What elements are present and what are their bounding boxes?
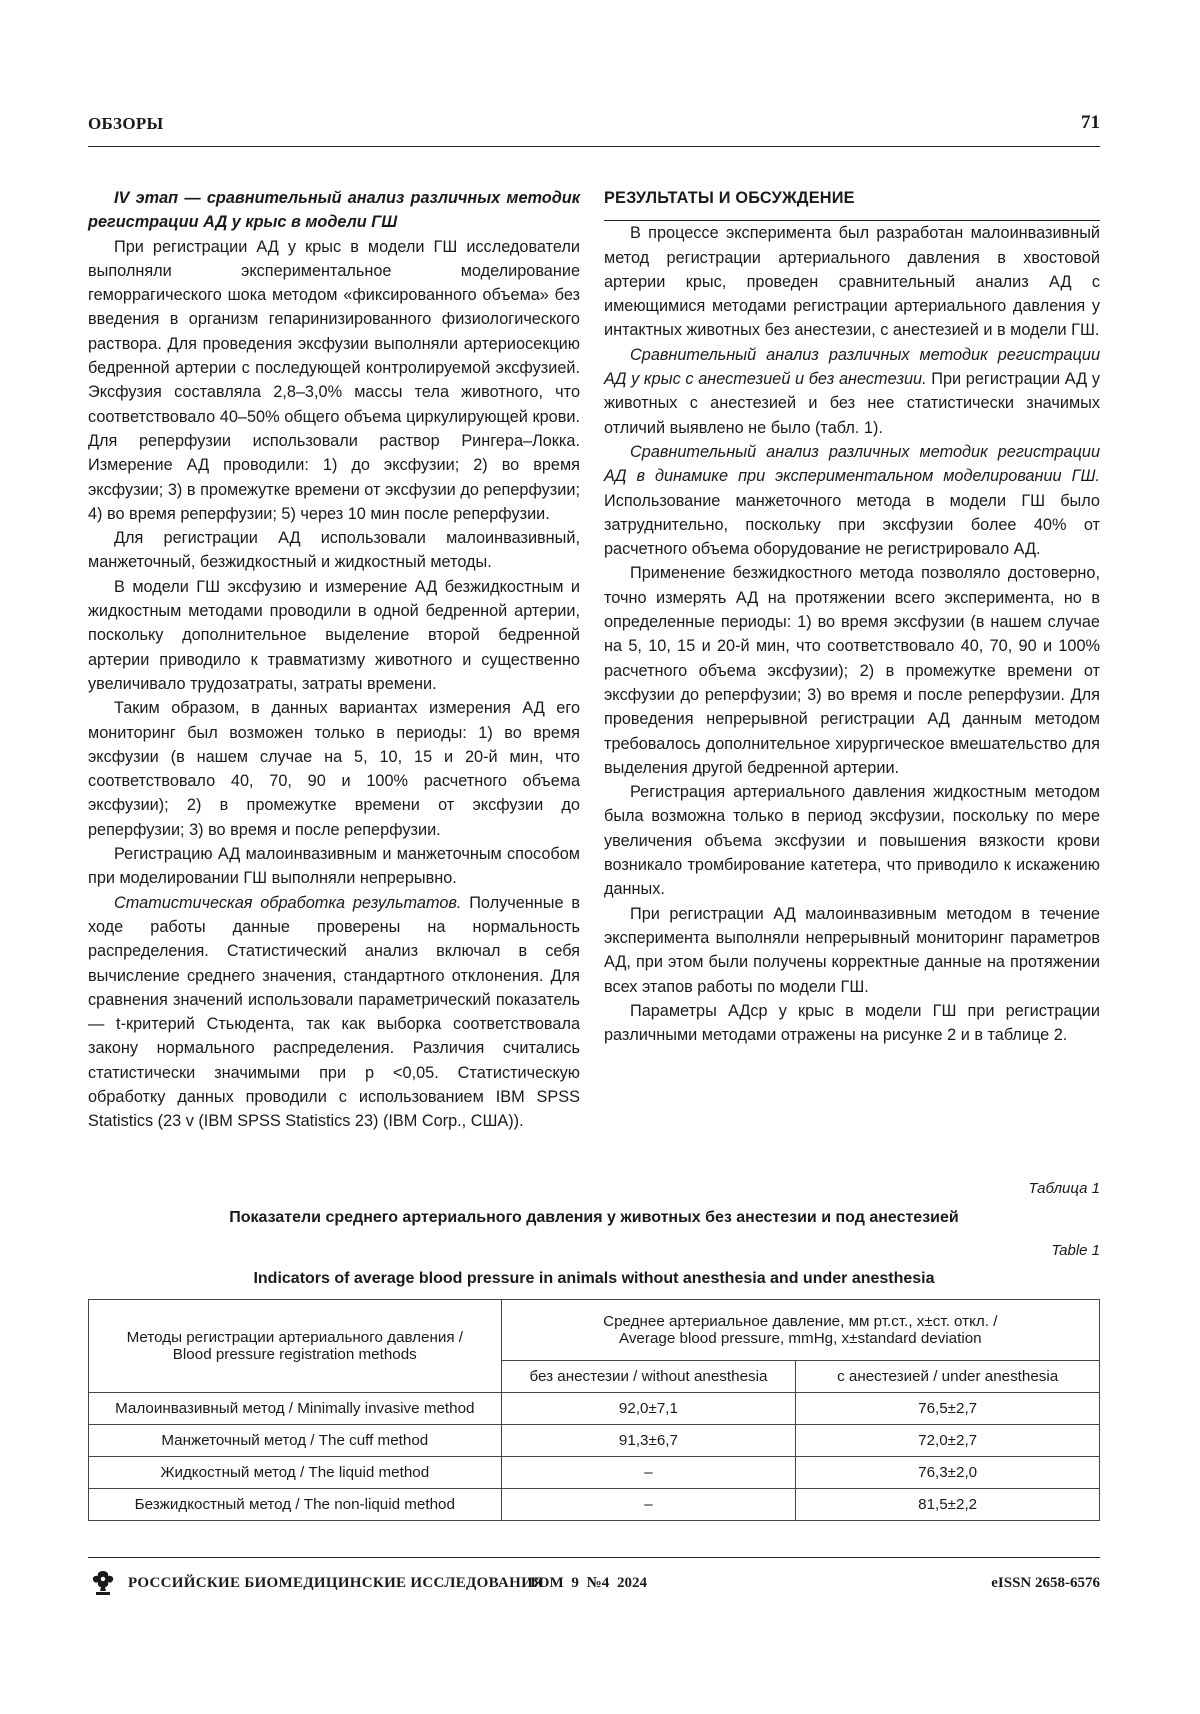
method-cell: Малоинвазивный метод / Minimally invasive method [89, 1393, 502, 1425]
journal-issue: ТОМ 9 №4 2024 [528, 1575, 647, 1591]
paragraph: В модели ГШ эксфузию и измерение АД безжидкостным и жидкостным методами проводили в одной бедренной артерии, поскольку дополнительное выделение второй бедренной артерии приводило к травматизму животного и существенно увеличивало трудозатраты, затраты времени. [88, 577, 580, 693]
paragraph: Для регистрации АД использовали малоинвазивный, манжеточный, безжидкостный и жидкостный методы. [88, 529, 580, 572]
header-line: Average blood pressure, mmHg, x±standard deviation [618, 1330, 982, 1347]
header-line: Среднее артериальное давление, мм рт.ст., x±ст. откл. / [603, 1313, 998, 1330]
running-header [88, 112, 1100, 147]
without-anesthesia-cell: – [501, 1489, 796, 1521]
journal-emblem-icon [88, 1568, 118, 1598]
paragraph: В процессе эксперимента был разработан малоинвазивный метод регистрации артериального давления в хвостовой артерии крыс, проведен сравнительный анализ АД с имеющимися методами регистрации артериального давления у интактных животных без анестезии, с анестезией и в модели ГШ. [604, 224, 1100, 340]
paragraph-text: При регистрации АД у животных с анестезией и без нее статистически значимых отличий выявлено не было (табл. 1). [604, 370, 1100, 437]
statistics-text: Полученные в ходе работы данные проверены на нормальность распределения. Статистический анализ включал в себя вычисление среднего значения, стандартного отклонения. Для сравнения значений использовали параметрический показатель — t-критерий Стьюдента, так как выборка соответствовала закону нормального распределения. Различия считались статистически значимыми при p <0,05. Статистическую обработку данных проводили с использованием IBM SPSS Statistics (23 v (IBM SPSS Statistics 23) (IBM Corp., США)). [88, 893, 580, 1131]
method-cell: Манжеточный метод / The cuff method [89, 1425, 502, 1457]
right-column [604, 186, 1100, 1047]
method-cell: Жидкостный метод / The liquid method [89, 1457, 502, 1489]
with-anesthesia-cell: 72,0±2,7 [796, 1425, 1100, 1457]
without-anesthesia-header: без анестезии / without anesthesia [501, 1361, 796, 1393]
method-cell: Безжидкостный метод / The non-liquid method [89, 1489, 502, 1521]
paragraph: При регистрации АД малоинвазивным методом в течение эксперимента выполняли непрерывный мониторинг параметров АД, при этом были получены корректные данные на протяжении всех этапов работы по модели ГШ. [604, 904, 1100, 996]
without-anesthesia-cell: 92,0±7,1 [501, 1393, 796, 1425]
table-label-en: Table 1 [1051, 1242, 1100, 1259]
stage-subheading: IV этап — сравнительный анализ различных методик регистрации АД у крыс в модели ГШ [88, 189, 580, 232]
with-anesthesia-cell: 76,3±2,0 [796, 1457, 1100, 1489]
with-anesthesia-header: с анестезией / under anesthesia [796, 1361, 1100, 1393]
with-anesthesia-cell: 76,5±2,7 [796, 1393, 1100, 1425]
header-line: Методы регистрации артериального давления / [126, 1329, 464, 1346]
paragraph: При регистрации АД у крыс в модели ГШ исследователи выполняли экспериментальное моделирование геморрагического шока методом «фиксированного объема» без введения в организм гепаринизированного физиологического раствора. Для проведения эксфузии выполняли артериосекцию бедренной артерии с последующей контролируемой эксфузией. Эксфузия составляла 2,8–3,0% массы тела животного, что соответствовало 40–50% общего объема циркулирующей крови. Для реперфузии использовали раствор Рингера–Локка. Измерение АД проводили: 1) до эксфузии; 2) во время эксфузии; 3) в промежутке времени от эксфузии до реперфузии; 4) во время реперфузии; 5) через 10 мин после реперфузии. [88, 237, 580, 523]
header-line: Blood pressure registration methods [172, 1346, 417, 1363]
table-row [89, 1457, 1100, 1489]
table-row [89, 1489, 1100, 1521]
paragraph: Таким образом, в данных вариантах измерения АД его мониторинг был возможен только в периоды: 1) во время эксфузии (в нашем случае на 5, 10, 15 и 20-й мин, что соответствовало 40, 70, 90 и 100% расчетного объема эксфузии); 2) в промежутке времени от эксфузии до реперфузии; 3) во время и после реперфузии. [88, 699, 580, 839]
left-column [88, 186, 580, 1134]
paragraph: Параметры АДср у крыс в модели ГШ при регистрации различными методами отражены на рисунке 2 и в таблице 2. [604, 1001, 1100, 1045]
paragraph-lead: Сравнительный анализ различных методик регистрации АД у крыс с анестезией и без анестезии. [604, 345, 1100, 389]
paragraph [604, 343, 1100, 440]
results-section-title: РЕЗУЛЬТАТЫ И ОБСУЖДЕНИЕ [604, 186, 1100, 221]
paragraph: Регистрация артериального давления жидкостным методом была возможна только в период эксфузии, поскольку по мере увеличения объема эксфузии и повышения вязкости крови возникало тромбирование катетера, что приводило к искажению данных. [604, 783, 1100, 899]
without-anesthesia-cell: – [501, 1457, 796, 1489]
bp-column-header [501, 1300, 1099, 1361]
statistics-lead: Статистическая обработка результатов. [114, 893, 462, 912]
paragraph [604, 440, 1100, 561]
page-number: 71 [1081, 112, 1100, 133]
blood-pressure-table [88, 1299, 1100, 1521]
method-column-header [89, 1300, 502, 1393]
table-label-ru: Таблица 1 [1028, 1180, 1100, 1197]
table-row [89, 1393, 1100, 1425]
table-title-en: Indicators of average blood pressure in animals without anesthesia and under anesthesia [253, 1270, 935, 1287]
journal-name: РОССИЙСКИЕ БИОМЕДИЦИНСКИЕ ИССЛЕДОВАНИЯ [128, 1575, 545, 1591]
statistics-paragraph [88, 891, 580, 1134]
table-title-ru: Показатели среднего артериального давления у животных без анестезии и под анестезией [229, 1209, 959, 1226]
section-name: ОБЗОРЫ [88, 114, 164, 133]
paragraph-lead: Сравнительный анализ различных методик регистрации АД в динамике при экспериментальном моделировании ГШ. [604, 442, 1100, 486]
with-anesthesia-cell: 81,5±2,2 [796, 1489, 1100, 1521]
without-anesthesia-cell: 91,3±6,7 [501, 1425, 796, 1457]
paragraph: Применение безжидкостного метода позволяло достоверно, точно измерять АД на протяжении всего эксперимента, но в определенные периоды: 1) во время эксфузии (в нашем случае на 5, 10, 15 и 20-й мин, что соответствовало 40, 70, 90 и 100% расчетного объема эксфузии); 2) в промежутке времени от эксфузии до реперфузии; 3) во время и после реперфузии. Для проведения непрерывной регистрации АД данным методом требовалось дополнительное хирургическое вмешательство для выделения другой бедренной артерии. [604, 564, 1100, 777]
paragraph: Регистрацию АД малоинвазивным и манжеточным способом при моделировании ГШ выполняли непрерывно. [88, 845, 580, 888]
page-footer [88, 1557, 1100, 1598]
paragraph-text: Использование манжеточного метода в модели ГШ было затруднительно, поскольку при эксфузии более 40% от расчетного объема оборудование не регистрировало АД. [604, 491, 1100, 559]
journal-issn: eISSN 2658-6576 [991, 1575, 1100, 1591]
table-row [89, 1425, 1100, 1457]
